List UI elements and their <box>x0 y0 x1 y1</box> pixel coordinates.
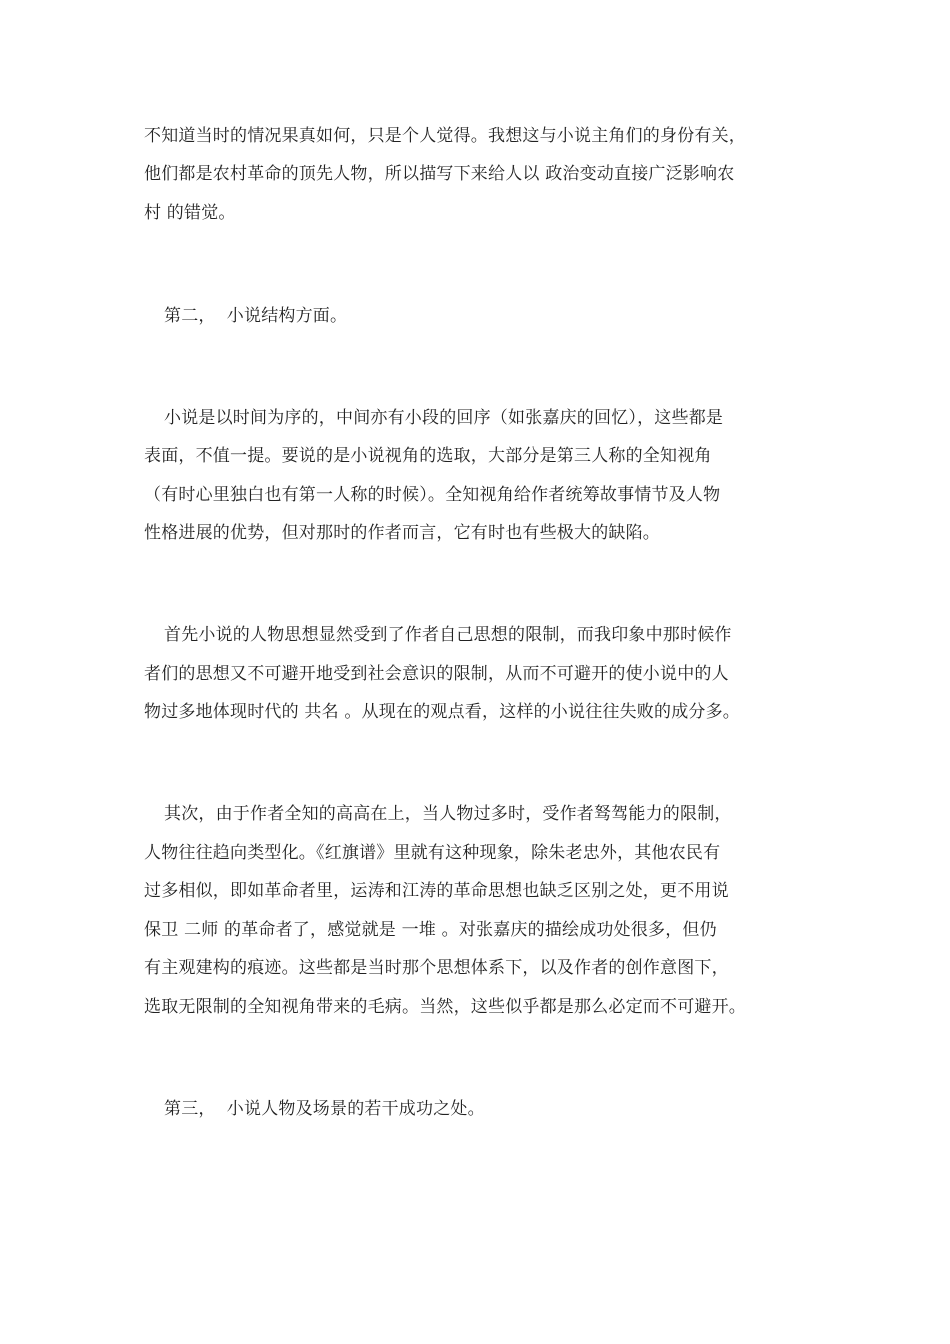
paragraph-line: 不知道当时的情况果真如何，只是个人觉得。我想这与小说主角们的身份有关， <box>144 126 746 146</box>
paragraph-line: 过多相似，即如革命者里，运涛和江涛的革命思想也缺乏区别之处，更不用说 <box>144 881 729 901</box>
paragraph-line: 有主观建构的痕迹。这些都是当时那个思想体系下，以及作者的创作意图下， <box>144 958 729 978</box>
section-heading: 第二， 小说结构方面。 <box>164 306 348 326</box>
paragraph-line: （有时心里独白也有第一人称的时候）。全知视角给作者统筹故事情节及人物 <box>144 485 721 505</box>
paragraph-line: 其次，由于作者全知的高高在上，当人物过多时，受作者驽驾能力的限制， <box>164 804 732 824</box>
paragraph-line: 人物往往趋向类型化。《红旗谱》里就有这种现象，除朱老忠外，其他农民有 <box>144 843 721 863</box>
paragraph-line: 性格进展的优势，但对那时的作者而言，它有时也有些极大的缺陷。 <box>144 523 660 543</box>
paragraph-line: 他们都是农村革命的顶先人物，所以描写下来给人以 政治变动直接广泛影响农 <box>144 164 735 184</box>
paragraph-line: 小说是以时间为序的，中间亦有小段的回序（如张嘉庆的回忆），这些都是 <box>164 408 724 428</box>
paragraph-line: 表面，不值一提。要说的是小说视角的选取，大部分是第三人称的全知视角 <box>144 446 712 466</box>
paragraph-line: 者们的思想又不可避开地受到社会意识的限制，从而不可避开的使小说中的人 <box>144 664 729 684</box>
paragraph-line: 物过多地体现时代的 共名 。从现在的观点看，这样的小说往往失败的成分多。 <box>144 702 741 722</box>
paragraph-line: 村 的错觉。 <box>144 203 236 223</box>
paragraph-line: 首先小说的人物思想显然受到了作者自己思想的限制，而我印象中那时候作 <box>164 625 732 645</box>
section-heading: 第三， 小说人物及场景的若干成功之处。 <box>164 1099 485 1119</box>
paragraph-line: 保卫 二师 的革命者了，感觉就是 一堆 。对张嘉庆的描绘成功处很多，但仍 <box>144 920 717 940</box>
paragraph-line: 选取无限制的全知视角带来的毛病。当然，这些似乎都是那么必定而不可避开。 <box>144 997 746 1017</box>
